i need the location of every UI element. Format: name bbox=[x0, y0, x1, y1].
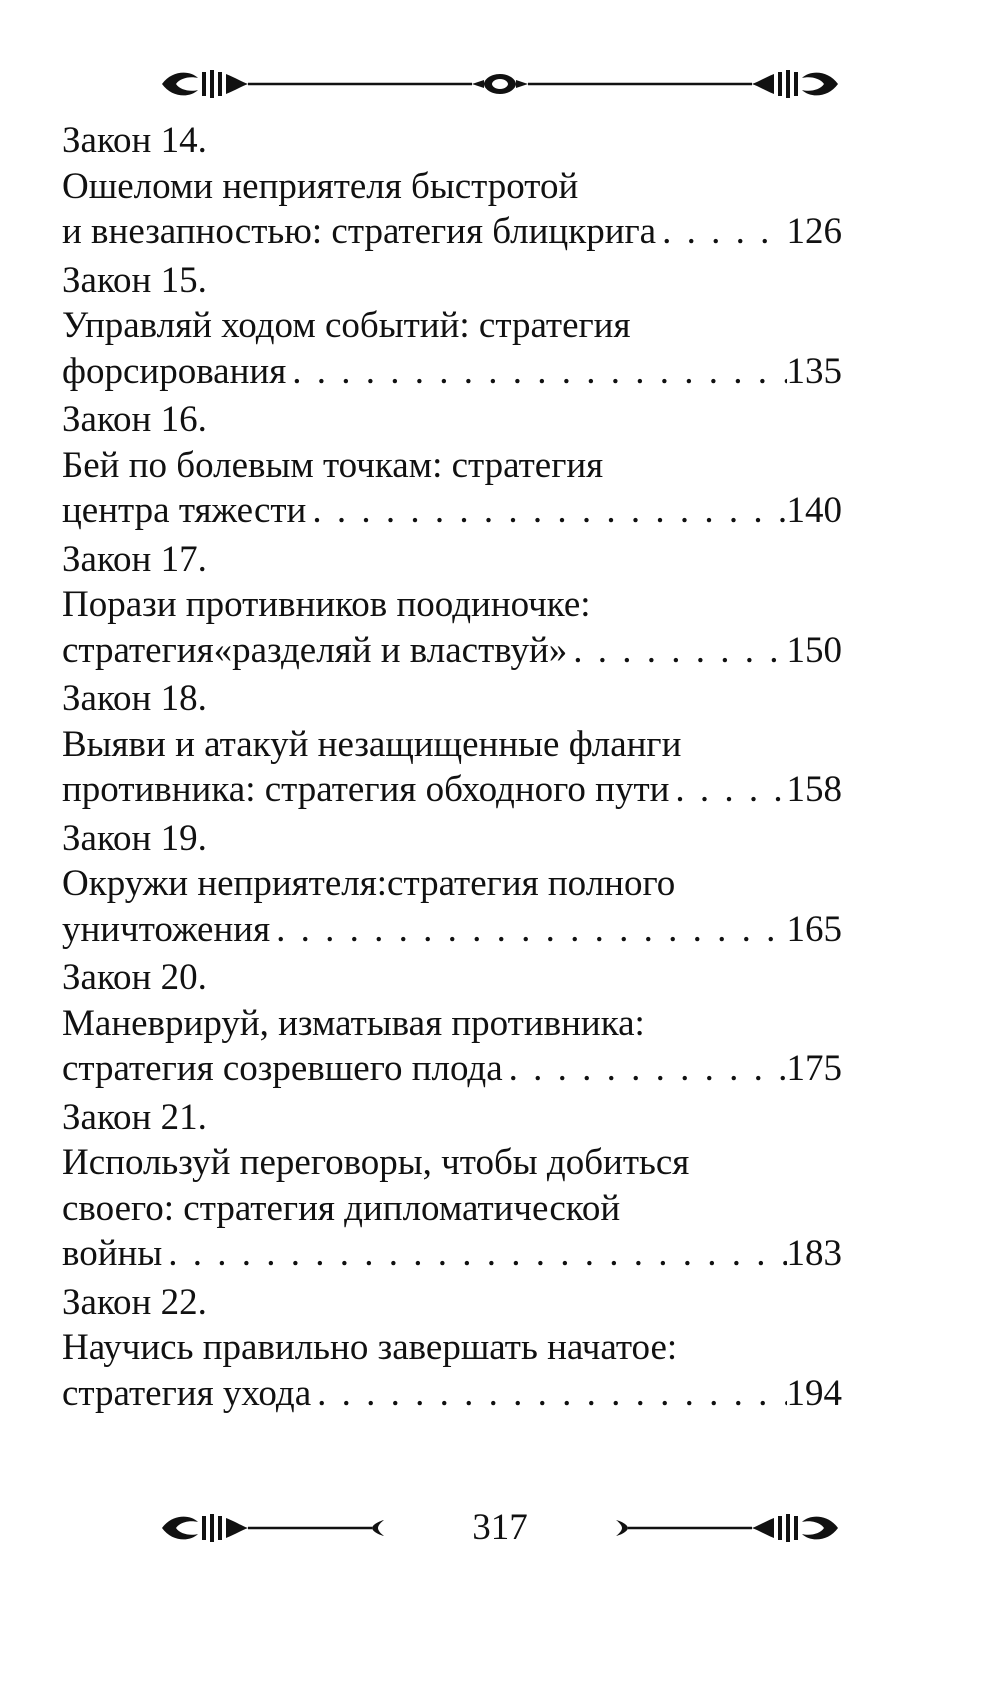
entry-title-text: форсирования bbox=[62, 350, 287, 392]
dot-leader bbox=[306, 488, 786, 534]
toc-entry[interactable] bbox=[62, 537, 842, 674]
law-number: Закон 17. bbox=[62, 538, 207, 580]
dot-leader bbox=[503, 1046, 787, 1092]
law-number: Закон 20. bbox=[62, 957, 207, 998]
entry-title-last-line bbox=[62, 1046, 842, 1092]
ornamental-divider-icon bbox=[150, 1508, 850, 1548]
toc-entry[interactable] bbox=[62, 955, 842, 1092]
page-reference: 126 bbox=[786, 211, 842, 252]
entry-title-line: Порази противников поодиночке: bbox=[62, 584, 591, 625]
entry-title-last-line bbox=[62, 1231, 842, 1277]
law-number: Закон 15. bbox=[62, 259, 207, 301]
dot-leader bbox=[286, 349, 786, 395]
law-number: Закон 14. bbox=[62, 120, 207, 161]
page-reference: 158 bbox=[786, 769, 842, 810]
entry-title-line: Окружи неприятеля:стратегия полного bbox=[62, 863, 676, 904]
page-reference: 140 bbox=[786, 490, 842, 531]
dot-leader bbox=[669, 767, 786, 813]
entry-title-last-line bbox=[62, 767, 842, 813]
ornamental-divider-icon bbox=[150, 64, 850, 104]
dot-leader bbox=[162, 1231, 786, 1277]
entry-title-text: уничтожения bbox=[62, 908, 271, 950]
entry-title-text: стратегия созревшего плода bbox=[62, 1048, 503, 1089]
law-number: Закон 22. bbox=[62, 1281, 207, 1323]
toc-entry[interactable] bbox=[62, 676, 842, 813]
entry-title-line: Маневрируй, изматывая противника: bbox=[62, 1002, 645, 1044]
entry-title-last-line bbox=[62, 907, 842, 953]
entry-title-line: Выяви и атакуй незащищенные фланги bbox=[62, 723, 682, 765]
dot-leader bbox=[567, 628, 786, 674]
table-of-contents bbox=[62, 118, 842, 1416]
entry-title-text: стратегия«разделяй и властвуй» bbox=[62, 629, 568, 671]
page-reference: 175 bbox=[786, 1048, 842, 1089]
entry-title-line: Бей по болевым точкам: стратегия bbox=[62, 444, 604, 486]
entry-title-last-line bbox=[62, 628, 842, 674]
entry-title-last-line bbox=[62, 488, 842, 534]
toc-entry[interactable] bbox=[62, 397, 842, 534]
entry-title-line: Ошеломи неприятеля быстротой bbox=[62, 165, 579, 207]
law-number: Закон 18. bbox=[62, 678, 207, 719]
entry-title-text: стратегия ухода bbox=[62, 1372, 312, 1414]
dot-leader bbox=[270, 907, 786, 953]
entry-title-text: войны bbox=[62, 1233, 163, 1274]
page-reference: 135 bbox=[786, 350, 842, 392]
toc-entry[interactable] bbox=[62, 1095, 842, 1277]
page-number: 317 bbox=[472, 1507, 528, 1548]
entry-title-last-line bbox=[62, 1371, 842, 1417]
dot-leader bbox=[656, 209, 786, 255]
toc-entry[interactable] bbox=[62, 258, 842, 395]
entry-title-last-line bbox=[62, 209, 842, 255]
entry-title-text: центра тяжести bbox=[62, 490, 307, 531]
entry-title-line: Научись правильно завершать начатое: bbox=[62, 1327, 678, 1368]
page-reference: 183 bbox=[786, 1233, 842, 1274]
law-number: Закон 21. bbox=[62, 1096, 207, 1138]
entry-title-line: Используй переговоры, чтобы добиться bbox=[62, 1142, 690, 1183]
entry-title-last-line bbox=[62, 349, 842, 395]
dot-leader bbox=[311, 1371, 786, 1417]
entry-title-line: своего: стратегия дипломатической bbox=[62, 1187, 621, 1229]
page-reference: 194 bbox=[786, 1372, 842, 1414]
entry-title-text: противника: стратегия обходного пути bbox=[62, 769, 670, 810]
law-number: Закон 16. bbox=[62, 399, 207, 440]
page-reference: 165 bbox=[786, 908, 842, 950]
toc-entry[interactable] bbox=[62, 816, 842, 953]
law-number: Закон 19. bbox=[62, 817, 207, 859]
entry-title-text: и внезапностью: стратегия блицкрига bbox=[62, 211, 657, 252]
toc-entry[interactable] bbox=[62, 1280, 842, 1417]
page-reference: 150 bbox=[786, 629, 842, 671]
entry-title-line: Управляй ходом событий: стратегия bbox=[62, 305, 631, 346]
toc-entry[interactable] bbox=[62, 118, 842, 255]
